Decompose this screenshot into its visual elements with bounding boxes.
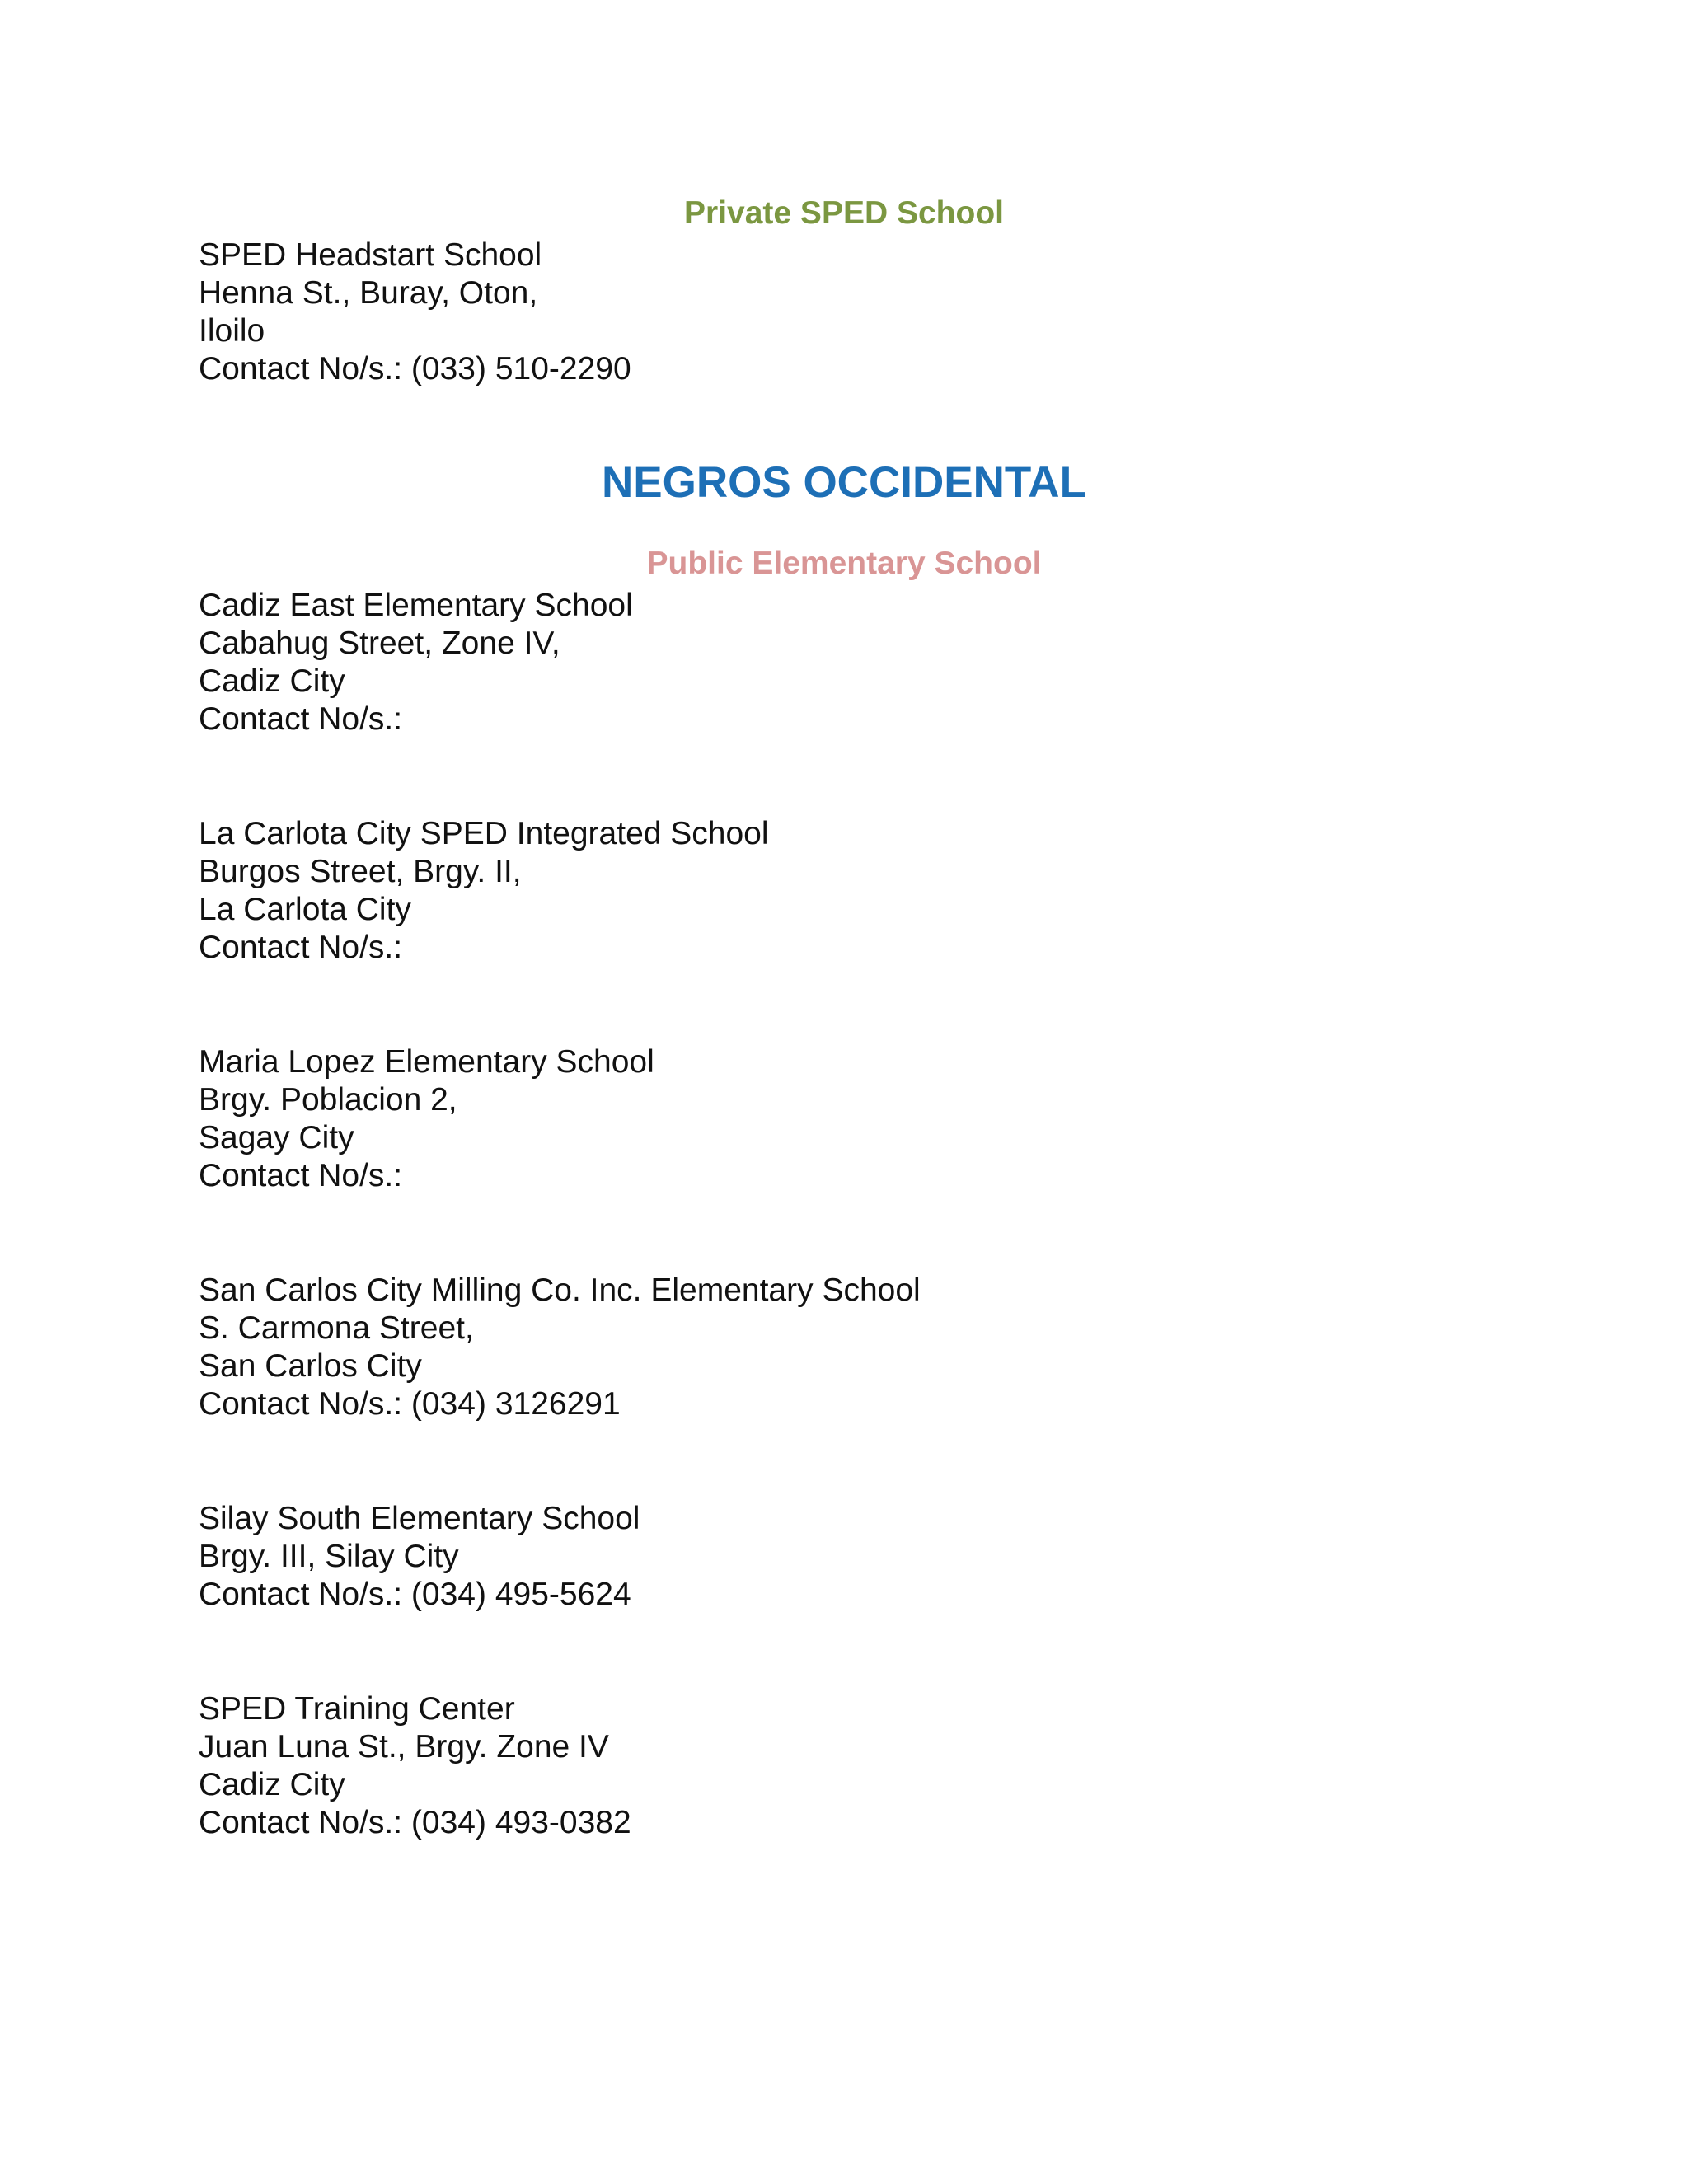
school-contact: Contact No/s.: [199,1158,403,1193]
school-address-line: Burgos Street, Brgy. II, [199,854,522,889]
school-address-line: La Carlota City [199,892,411,927]
private-sped-heading: Private SPED School [684,195,1004,231]
school-contact: Contact No/s.: (034) 495-5624 [199,1577,631,1612]
school-address-line: Cadiz City [199,663,345,699]
school-address-line: Henna St., Buray, Oton, [199,275,538,311]
school-entry [199,1272,921,1423]
school-address-line: Iloilo [199,313,265,349]
school-name: Silay South Elementary School [199,1501,640,1536]
school-entry [199,1500,640,1614]
school-contact: Contact No/s.: (034) 3126291 [199,1386,621,1422]
school-contact: Contact No/s.: (034) 493-0382 [199,1805,631,1840]
school-name: Maria Lopez Elementary School [199,1044,654,1080]
school-name: Cadiz East Elementary School [199,588,633,623]
school-name: SPED Headstart School [199,237,542,273]
school-address-line: San Carlos City [199,1348,422,1384]
school-name: San Carlos City Milling Co. Inc. Elementary School [199,1272,921,1308]
school-entry [199,1690,631,1842]
school-address-line: Brgy. III, Silay City [199,1539,459,1574]
school-address-line: Brgy. Poblacion 2, [199,1082,457,1118]
school-contact: Contact No/s.: [199,701,403,737]
school-entry [199,587,633,738]
school-address-line: Cabahug Street, Zone IV, [199,626,560,661]
school-address-line: Cadiz City [199,1767,345,1802]
school-name: La Carlota City SPED Integrated School [199,816,769,851]
public-elementary-heading: Public Elementary School [646,546,1042,581]
school-contact: Contact No/s.: [199,930,403,965]
school-name: SPED Training Center [199,1691,515,1727]
school-entry [199,237,631,388]
school-entry [199,1043,654,1195]
school-address-line: S. Carmona Street, [199,1310,474,1346]
school-contact: Contact No/s.: (033) 510-2290 [199,351,631,387]
school-address-line: Sagay City [199,1120,354,1155]
province-heading: NEGROS OCCIDENTAL [602,458,1086,507]
school-entry [199,815,769,967]
school-address-line: Juan Luna St., Brgy. Zone IV [199,1729,609,1765]
